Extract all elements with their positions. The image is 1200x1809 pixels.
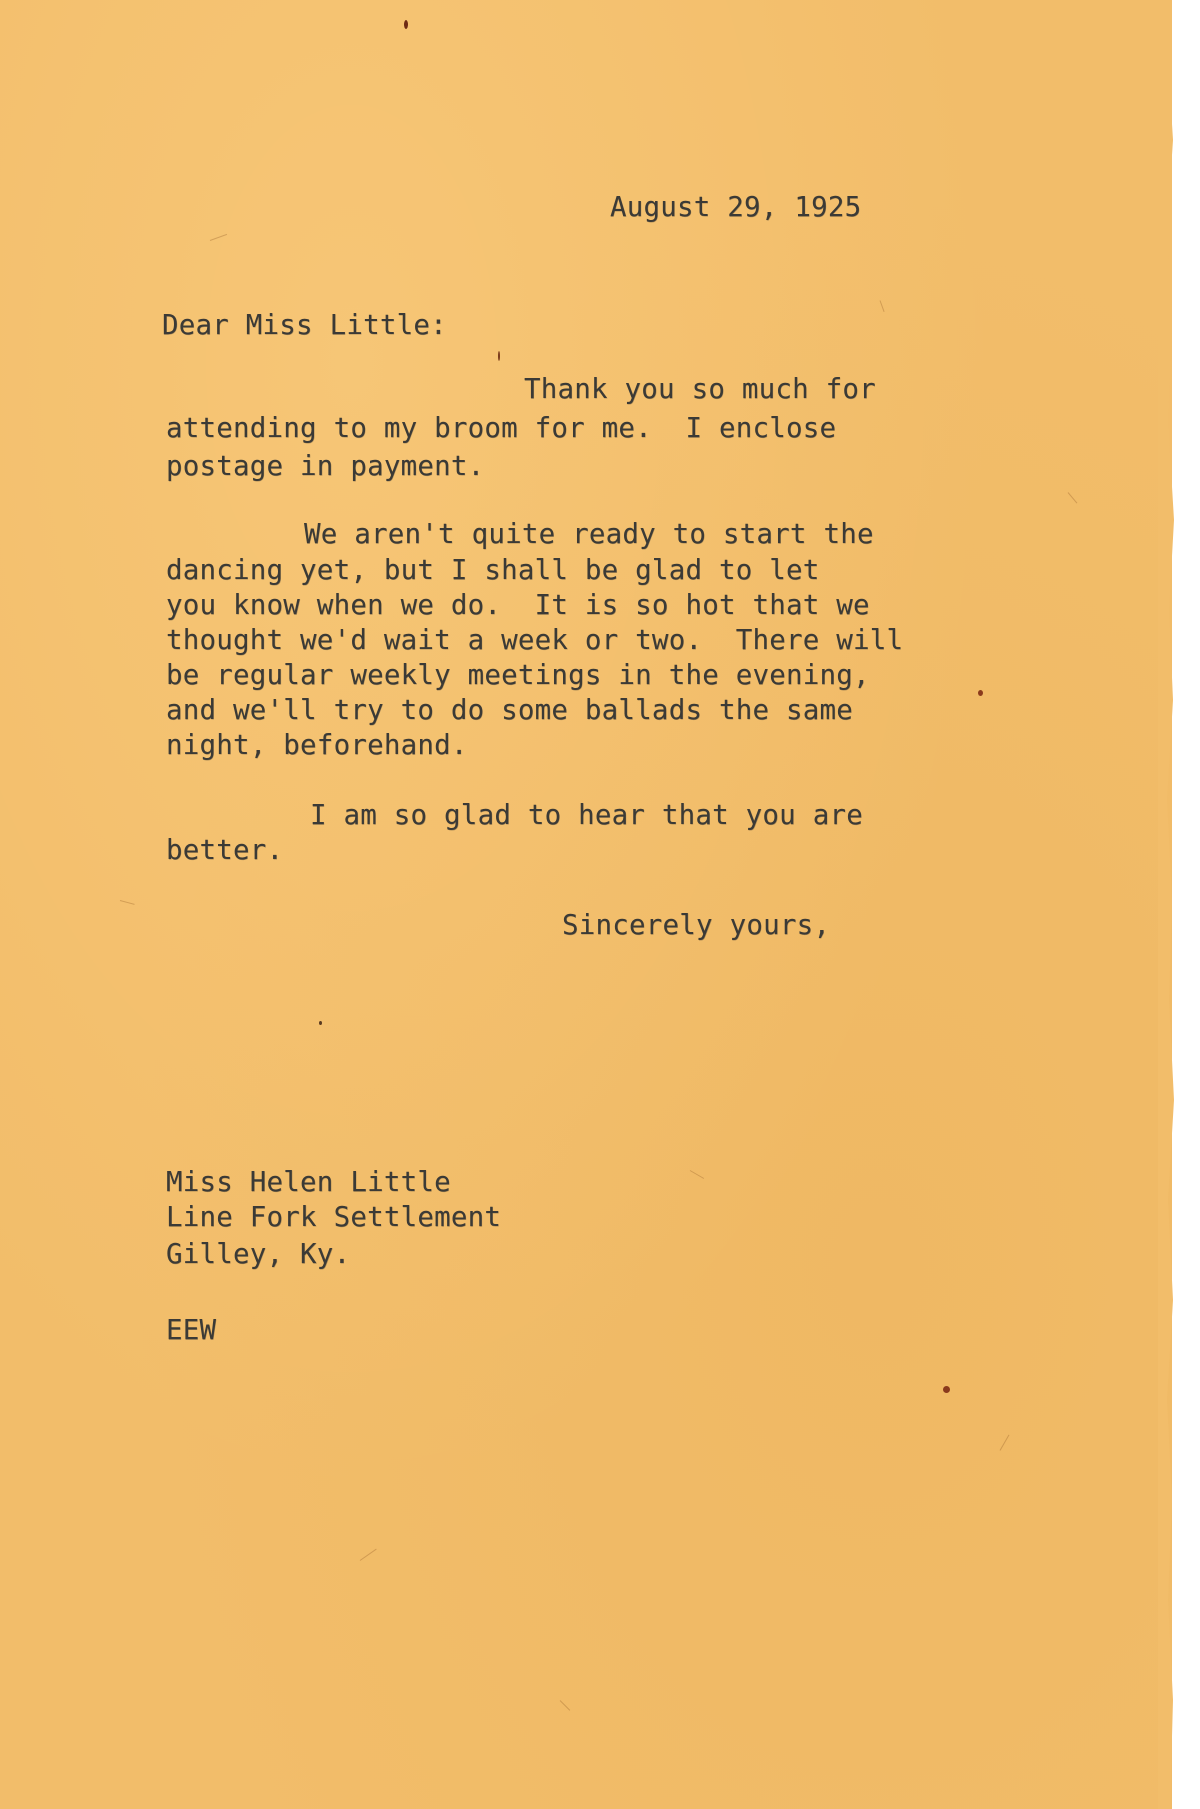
paper-fiber — [120, 900, 135, 905]
paragraph-2-line-6: and we'll try to do some ballads the same — [166, 694, 854, 726]
paragraph-1-line-3: postage in payment. — [166, 450, 485, 482]
paper-fiber — [1000, 1435, 1010, 1451]
paragraph-2-line-4: thought we'd wait a week or two. There will — [166, 624, 904, 656]
address-city: Gilley, Ky. — [166, 1238, 351, 1270]
paragraph-2-line-1: We aren't quite ready to start the — [304, 518, 874, 550]
paper-fleck — [319, 1021, 322, 1025]
address-name: Miss Helen Little — [166, 1166, 451, 1198]
deckled-paper-edge — [1158, 0, 1182, 1809]
paper-fiber — [210, 234, 227, 241]
paper-fleck — [404, 20, 408, 29]
closing: Sincerely yours, — [562, 909, 831, 941]
paragraph-2-line-7: night, beforehand. — [166, 729, 468, 761]
paragraph-1-line-2: attending to my broom for me. I enclose — [166, 412, 837, 444]
paper-fiber — [690, 1170, 704, 1179]
paper-fiber — [880, 300, 885, 312]
paragraph-1-line-1: Thank you so much for — [524, 373, 876, 405]
paper-fleck — [498, 351, 500, 361]
typist-initials: EEW — [166, 1314, 217, 1346]
paragraph-2-line-5: be regular weekly meetings in the evening, — [166, 659, 870, 691]
salutation: Dear Miss Little: — [162, 309, 447, 341]
paper-fiber — [560, 1700, 571, 1711]
paper-fiber — [1068, 492, 1078, 503]
paragraph-3-line-1: I am so glad to hear that you are — [310, 799, 863, 831]
paper-fleck — [943, 1386, 950, 1393]
paper-fleck — [978, 690, 983, 696]
paragraph-2-line-2: dancing yet, but I shall be glad to let — [166, 554, 820, 586]
paragraph-2-line-3: you know when we do. It is so hot that we — [166, 589, 870, 621]
letter-date: August 29, 1925 — [610, 191, 862, 223]
paragraph-3-line-2: better. — [166, 834, 284, 866]
paper-fiber — [360, 1549, 377, 1561]
address-settlement: Line Fork Settlement — [166, 1201, 502, 1233]
